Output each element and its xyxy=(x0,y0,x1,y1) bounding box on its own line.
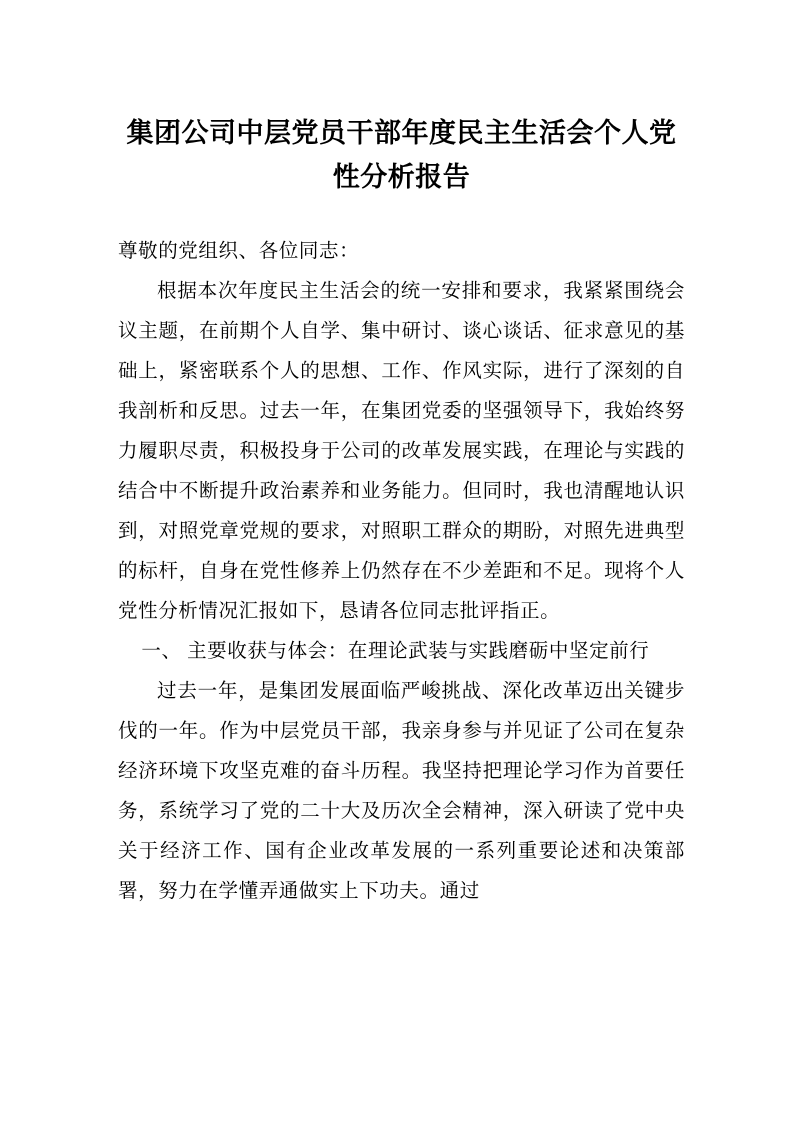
paragraph-section-one-heading: 一、 主要收获与体会：在理论武装与实践磨砺中坚定前行 xyxy=(141,641,650,662)
paragraph-opening: 根据本次年度民主生活会的统一安排和要求，我紧紧围绕会议主题，在前期个人自学、集中研讨、谈心谈话、征求意见的基础上，紧密联系个人的思想、工作、作风实际，进行了深刻的自我剖析和反思。过去一年，在集团党委的坚强领导下，我始终努力履职尽责，积极投身于公司的改革发展实践，在理论与实践的结合中不断提升政治素养和业务能力。但同时，我也清醒地认识到，对照党章党规的要求，对照职工群众的期盼，对照先进典型的标杆，自身在党性修养上仍然存在不少差距和不足。现将个人党性分析情况汇报如下，恳请各位同志批评指正。 xyxy=(118,281,685,622)
document-body xyxy=(118,232,685,912)
paragraph-section-one-body: 过去一年，是集团发展面临严峻挑战、深化改革迈出关键步伐的一年。作为中层党员干部，我亲身参与并见证了公司在复杂经济环境下攻坚克难的奋斗历程。我坚持把理论学习作为首要任务，系统学习了党的二十大及历次全会精神，深入研读了党中央关于经济工作、国有企业改革发展的一系列重要论述和决策部署，努力在学懂弄通做实上下功夫。通过 xyxy=(118,681,685,902)
paragraph-salutation: 尊敬的党组织、各位同志： xyxy=(118,241,360,262)
page-title: 集团公司中层党员干部年度民主生活会个人党性分析报告 xyxy=(126,118,677,193)
